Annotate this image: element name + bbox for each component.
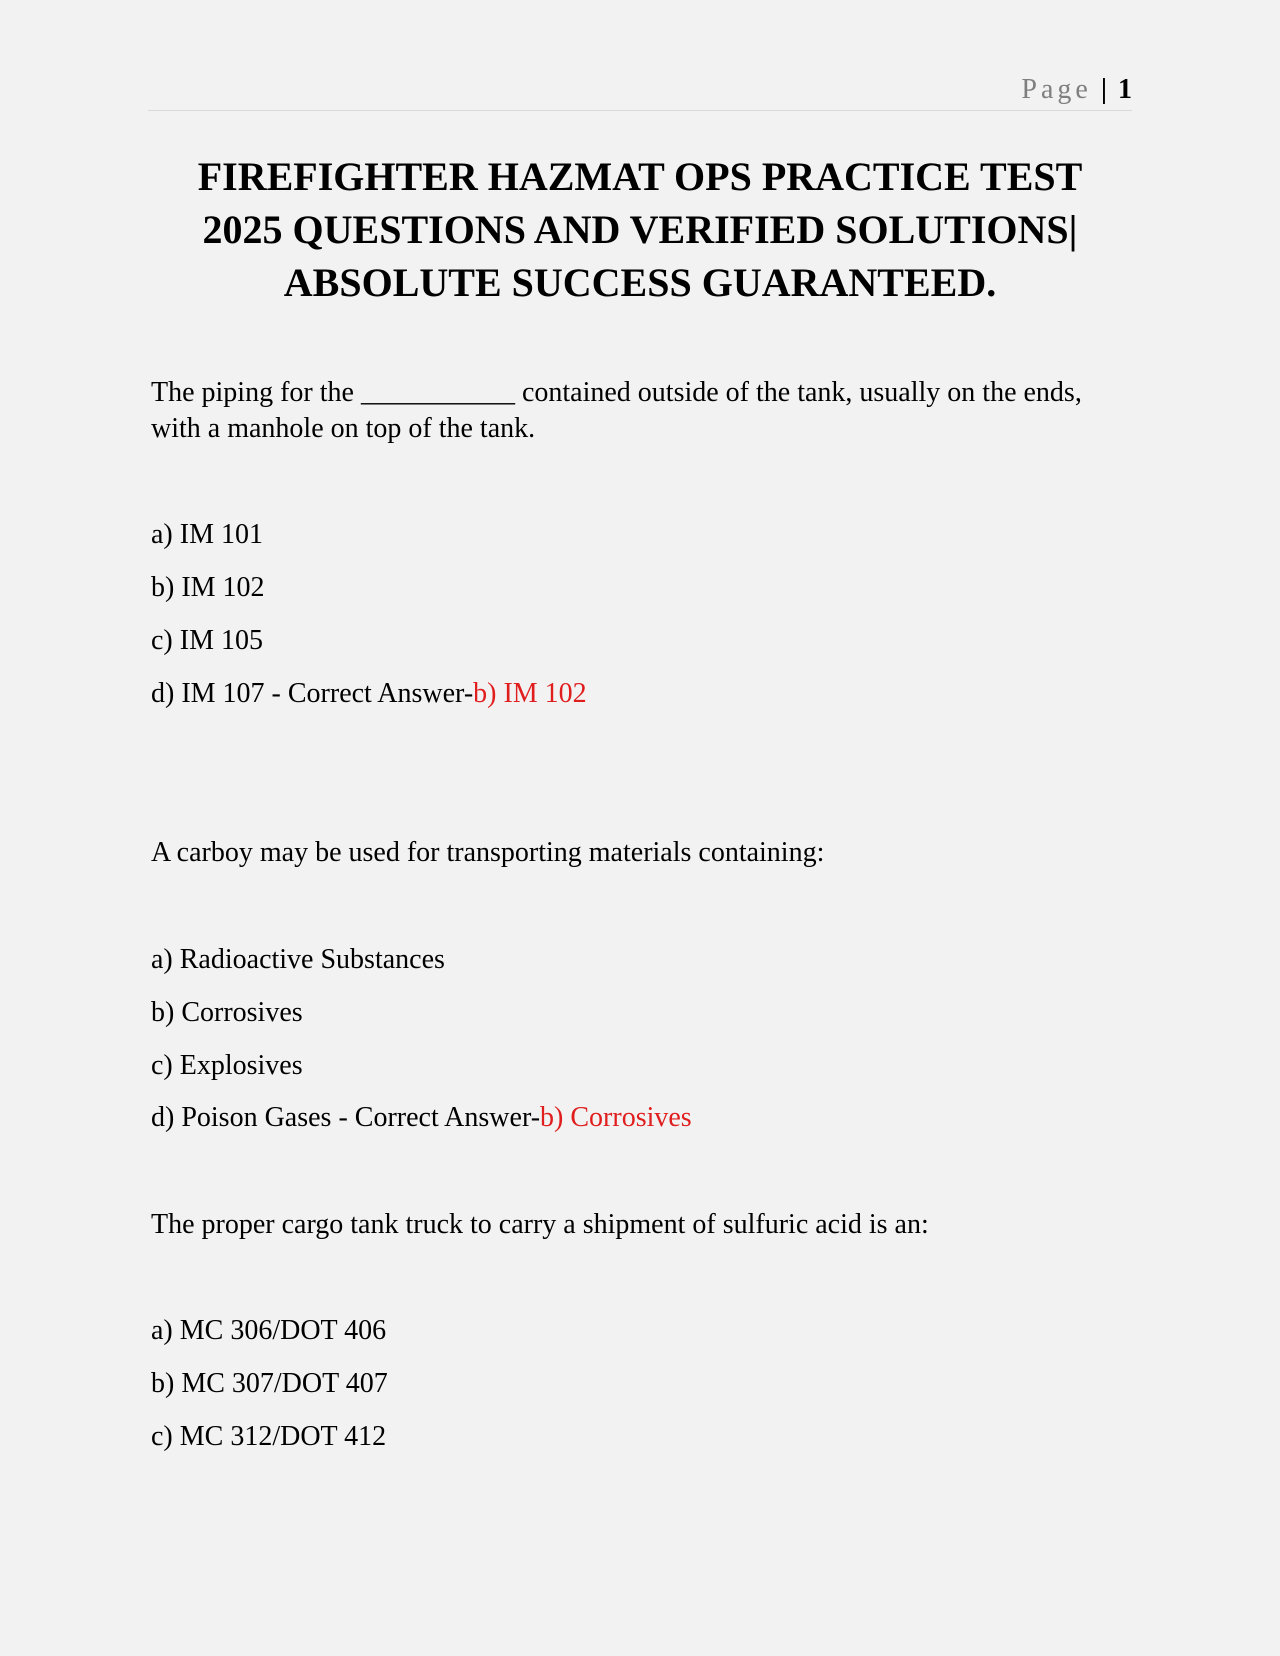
question-1-text: The piping for the ___________ contained outside of the tank, usually on the ends, with a manhole on top of the tank. — [151, 377, 1082, 444]
page-label: Page — [1021, 74, 1092, 105]
question-1-option-c: c) IM 105 — [151, 625, 263, 656]
question-2-option-c: c) Explosives — [151, 1050, 303, 1081]
question-2-option-a: a) Radioactive Substances — [151, 944, 445, 975]
question-2-correct-answer: b) Corrosives — [540, 1102, 692, 1133]
question-1-option-a: a) IM 101 — [151, 519, 263, 550]
page-header — [148, 70, 1132, 111]
question-3-option-c: c) MC 312/DOT 412 — [151, 1421, 387, 1452]
question-3-text: The proper cargo tank truck to carry a shipment of sulfuric acid is an: — [151, 1209, 929, 1240]
title-line-1: FIREFIGHTER HAZMAT OPS PRACTICE TEST — [197, 154, 1083, 199]
title-line-2: 2025 QUESTIONS AND VERIFIED SOLUTIONS| — [202, 207, 1078, 252]
page-separator: | — [1100, 74, 1107, 105]
question-2-option-d: d) Poison Gases - Correct Answer- — [151, 1102, 541, 1133]
title-line-3: ABSOLUTE SUCCESS GUARANTEED. — [283, 260, 997, 305]
question-1-option-d: d) IM 107 - Correct Answer- — [151, 678, 474, 709]
document-title — [148, 150, 1132, 309]
question-3-option-a: a) MC 306/DOT 406 — [151, 1315, 387, 1346]
question-1-option-b: b) IM 102 — [151, 572, 265, 603]
question-2-option-b: b) Corrosives — [151, 997, 303, 1028]
page-number — [1021, 74, 1132, 106]
page-number-value: 1 — [1118, 74, 1132, 105]
question-3-option-b: b) MC 307/DOT 407 — [151, 1368, 388, 1399]
question-1-option-d-line — [151, 676, 587, 712]
question-1-correct-answer: b) IM 102 — [473, 678, 587, 709]
question-2-text: A carboy may be used for transporting materials containing: — [151, 837, 825, 868]
question-2-option-d-line — [151, 1100, 692, 1136]
